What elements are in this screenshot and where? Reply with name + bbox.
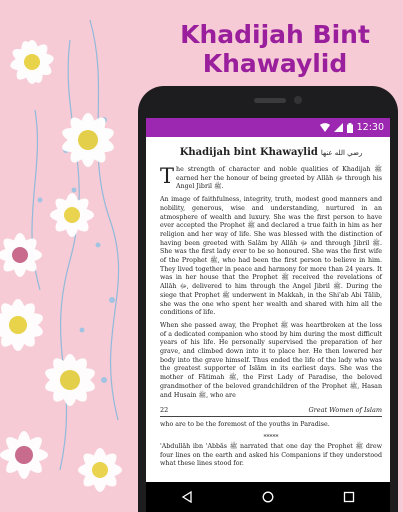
phone-frame [138, 86, 398, 512]
paragraph-2: An image of faithfulness, integrity, truth, modest good manners and nobility, generous, wise and understanding, nurtured in an atmosphere of wealth and luxury. She was the first person to have ever accepted the Prophet ﷺ and declared a true faith in him as her religion and her way of life. She was blessed with the distinction of having been greeted with Salām by Allāh ﷻ and through Jibril ﷺ. She was the first lady ever to be so honoured. She was the first wife of the Prophet ﷺ, who had been the first person to believe in him. They lived together in peace and harmony for more than 24 years. It was in her house that the Prophet ﷺ received the revelations of Allāh ﷻ, delivered to him through the Angel Jibril ﷺ. During the siege that Prophet ﷺ underwent in Makkah, in the Shi'ab Abi Tālib, she was the one who spent her wealth and shared with him all the conditions of life. [160, 196, 382, 317]
paragraph-1 [160, 166, 382, 192]
promo-title-line1: Khadijah Bint [180, 20, 370, 49]
continuation-text: who are to be the foremost of the youths in Paradise. [160, 421, 330, 429]
phone-speaker [254, 98, 286, 103]
battery-icon [347, 123, 353, 133]
dropcap: T [160, 164, 175, 188]
page-number: 22 [160, 406, 169, 415]
page-heading-title: Khadijah bint Khawaylid [179, 147, 318, 158]
paragraph-1-text: he strength of character and noble qualities of Khadijah ﷺ earned her the honour of being greeted by Allāh ﷻ through his Angel Jibril ﷺ. [176, 166, 382, 191]
paragraph-4: 'Abdullāh ibn 'Abbās ﷺ narrated that one day the Prophet ﷺ drew four lines on the earth and asked his Companions if they understood what these lines stood for. [160, 442, 382, 468]
paragraph-3: When she passed away, the Prophet ﷺ was heartbroken at the loss of a dedicated companion who stood by him during the most difficult years of his life. He personally supervised the preparation of her grave, and climbed down into it to place her. He then lowered her body into the grave himself. Thus ended the life of the lady who was the greatest supporter of Islām in its earliest days. She was the mother of Fātimah ﷺ, the First Lady of Paradise, the beloved grandmother of the beloved grandchildren of the Prophet ﷺ, Hasan and Husain ﷺ, who are [160, 321, 382, 399]
page-heading [160, 147, 382, 158]
back-icon[interactable] [181, 491, 193, 503]
page-heading-honorific: رضي الله عنها [320, 149, 363, 157]
phone-screen [146, 118, 390, 512]
wifi-icon [320, 123, 330, 132]
navigation-bar [146, 482, 390, 512]
phone-camera [294, 96, 302, 104]
page-footer [160, 404, 382, 417]
promo-title [150, 20, 400, 78]
book-title: Great Women of Islam [308, 406, 382, 415]
signal-icon [334, 123, 343, 132]
status-time: 12:30 [356, 122, 384, 133]
book-page[interactable] [146, 137, 390, 482]
section-separator: ***** [263, 433, 279, 441]
recents-icon[interactable] [343, 491, 355, 503]
promo-title-line2: Khawaylid [202, 49, 348, 78]
home-icon[interactable] [262, 491, 274, 503]
status-bar [146, 118, 390, 137]
